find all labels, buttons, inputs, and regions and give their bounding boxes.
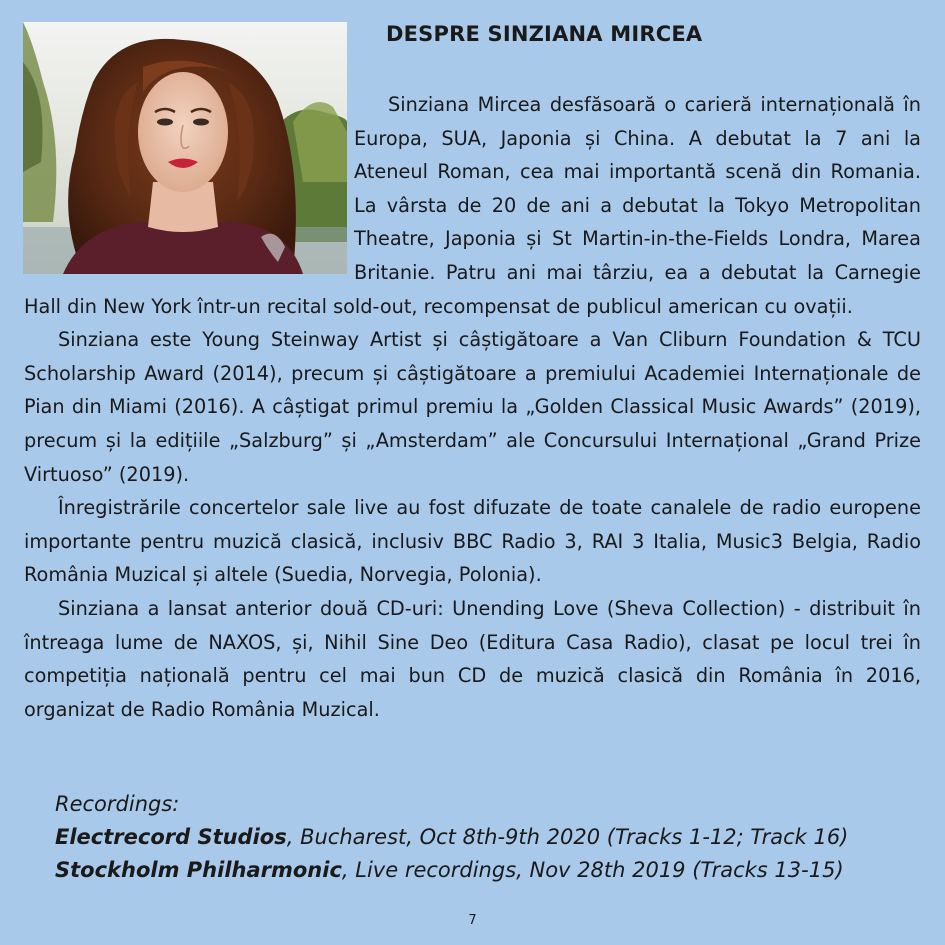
recording-studio: Electrecord Studios [55, 825, 287, 849]
biography-paragraph: Sinziana a lansat anterior două CD-uri: Unending Love (Sheva Collection) - distribuit în întreaga lume de NAXOS, și, Nihil Sine Deo (Editura Casa Radio), clasat pe locul trei în competiția națională pentru cel mai bun CD de muzică clasică din România în 2016, organizat de Radio România Muzical. [24, 596, 921, 721]
recording-entry [55, 821, 848, 854]
recordings-label: Recordings: [55, 792, 180, 816]
photo-wrap-spacer [24, 88, 354, 288]
recording-details: , Live recordings, Nov 28th 2019 (Tracks 13-15) [341, 858, 844, 882]
biography-paragraph: Sinziana este Young Steinway Artist și câștigătoare a Van Cliburn Foundation & TCU Scholarship Award (2014), precum și câștigătoare a premiului Academiei Internaționale de Pian din Miami (2016). A câștigat primul premiu la „Golden Classical Music Awards” (2019), precum și la edițiile „Salzburg” și „Amsterdam” ale Concursului Internațional „Grand Prize Virtuoso” (2019). [24, 328, 921, 486]
page-number: 7 [468, 913, 477, 928]
recordings-section [55, 788, 848, 887]
biography-text [24, 88, 921, 726]
recording-studio: Stockholm Philharmonic [55, 858, 342, 882]
recording-entry [55, 854, 848, 887]
biography-paragraph: Înregistrările concertelor sale live au fost difuzate de toate canalele de radio europene importante pentru muzică clasică, inclusiv BBC Radio 3, RAI 3 Italia, Music3 Belgia, Radio România Muzical și altele (Suedia, Norvegia, Polonia). [24, 496, 921, 587]
recording-details: , Bucharest, Oct 8th-9th 2020 (Tracks 1-12; Track 16) [286, 825, 849, 849]
page-heading: DESPRE SINZIANA MIRCEA [386, 22, 703, 46]
biography-paragraph: Sinziana Mircea desfăsoară o carieră internațională în Europa, SUA, Japonia și China. A debutat la 7 ani la Ateneul Roman, cea mai importantă scenă din Romania. La vârsta de 20 de ani a debutat la Tokyo Metropolitan Theatre, Japonia și St Martin-in-the-Fields Londra, Marea Britanie. Patru ani mai târziu, ea a debutat la Carnegie Hall din New York într-un recital sold-out, recompensat de publicul american cu ovații. [24, 93, 921, 318]
